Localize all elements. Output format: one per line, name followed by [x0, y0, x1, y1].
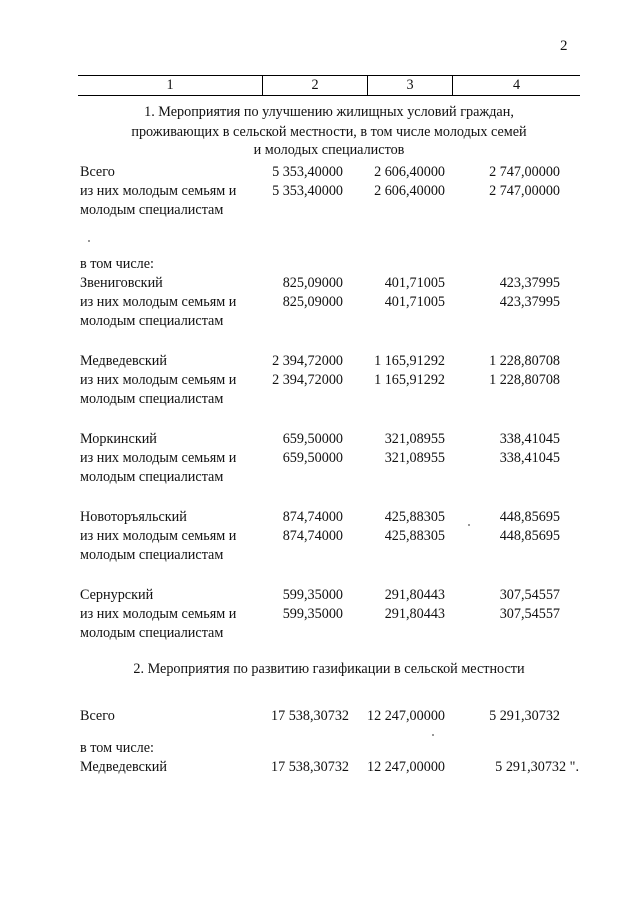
value-col-2: 825,09000 — [282, 294, 343, 310]
value-col-4: 448,85695 — [499, 509, 560, 525]
value-col-3: 291,80443 — [384, 587, 445, 603]
in-total-label: в том числе: — [80, 740, 154, 756]
header-col-1: 1 — [166, 77, 174, 93]
value-col-4: 307,54557 — [499, 606, 560, 622]
header-col-2: 2 — [311, 77, 319, 93]
value-col-3: 2 606,40000 — [374, 183, 445, 199]
page-number: 2 — [560, 38, 568, 54]
value-col-2: 5 353,40000 — [272, 164, 343, 180]
row-sublabel: молодым специалистам — [80, 547, 224, 563]
value-col-4: 2 747,00000 — [489, 183, 560, 199]
value-col-4: 2 747,00000 — [489, 164, 560, 180]
value-col-2: 5 353,40000 — [272, 183, 343, 199]
row-sublabel: из них молодым семьям и — [80, 450, 237, 466]
row-sublabel: из них молодым семьям и — [80, 183, 237, 199]
district-name: Медведевский — [80, 353, 167, 369]
value-col-3: 1 165,91292 — [374, 372, 445, 388]
value-col-3: 1 165,91292 — [374, 353, 445, 369]
section1-title-line: проживающих в сельской местности, в том числе молодых семей — [131, 124, 527, 140]
district-name: Медведевский — [80, 759, 167, 775]
district-name: Звениговский — [80, 275, 163, 291]
value-col-4: 338,41045 — [499, 450, 560, 466]
value-col-3: 12 247,00000 — [366, 708, 445, 724]
value-col-3: 12 247,00000 — [366, 759, 445, 775]
value-col-3: 291,80443 — [384, 606, 445, 622]
row-sublabel: молодым специалистам — [80, 469, 224, 485]
scan-speck — [468, 524, 470, 526]
value-col-2: 659,50000 — [282, 450, 343, 466]
table-header-row — [78, 75, 580, 96]
value-col-2: 599,35000 — [282, 606, 343, 622]
value-col-4: 5 291,30732 ". — [495, 759, 579, 775]
row-sublabel: молодым специалистам — [80, 313, 224, 329]
in-total-label: в том числе: — [80, 256, 154, 272]
value-col-3: 321,08955 — [384, 431, 445, 447]
row-sublabel: из них молодым семьям и — [80, 372, 237, 388]
value-col-4: 5 291,30732 — [489, 708, 560, 724]
row-sublabel: молодым специалистам — [80, 391, 224, 407]
header-col-4: 4 — [512, 77, 521, 93]
value-col-3: 321,08955 — [384, 450, 445, 466]
value-col-4: 423,37995 — [499, 294, 560, 310]
value-col-2: 2 394,72000 — [272, 353, 343, 369]
value-col-4: 1 228,80708 — [489, 372, 560, 388]
value-col-3: 401,71005 — [384, 294, 445, 310]
value-col-3: 425,88305 — [384, 509, 445, 525]
value-col-3: 401,71005 — [384, 275, 445, 291]
value-col-2: 874,74000 — [282, 509, 343, 525]
row-sublabel: из них молодым семьям и — [80, 294, 237, 310]
section1-title-line: 1. Мероприятия по улучшению жилищных условий граждан, — [144, 104, 514, 120]
row-sublabel: из них молодым семьям и — [80, 606, 237, 622]
row-sublabel: из них молодым семьям и — [80, 528, 237, 544]
value-col-4: 448,85695 — [499, 528, 560, 544]
section1-title-line: и молодых специалистов — [253, 142, 405, 158]
scan-speck — [88, 240, 90, 242]
row-label: Всего — [80, 708, 115, 724]
value-col-4: 338,41045 — [499, 431, 560, 447]
value-col-3: 425,88305 — [384, 528, 445, 544]
value-col-2: 659,50000 — [282, 431, 343, 447]
district-name: Сернурский — [80, 587, 154, 603]
district-name: Новоторъяльский — [80, 509, 187, 525]
value-col-2: 17 538,30732 — [270, 759, 349, 775]
scan-speck — [432, 734, 434, 736]
district-name: Моркинский — [80, 431, 157, 447]
section2-title: 2. Мероприятия по развитию газификации в сельской местности — [133, 661, 525, 677]
row-label: Всего — [80, 164, 115, 180]
value-col-4: 307,54557 — [499, 587, 560, 603]
value-col-4: 423,37995 — [499, 275, 560, 291]
value-col-2: 17 538,30732 — [270, 708, 349, 724]
header-col-3: 3 — [406, 77, 414, 93]
row-sublabel: молодым специалистам — [80, 625, 224, 641]
value-col-2: 2 394,72000 — [272, 372, 343, 388]
value-col-4: 1 228,80708 — [489, 353, 560, 369]
value-col-2: 825,09000 — [282, 275, 343, 291]
value-col-2: 874,74000 — [282, 528, 343, 544]
value-col-3: 2 606,40000 — [374, 164, 445, 180]
value-col-2: 599,35000 — [282, 587, 343, 603]
row-sublabel: молодым специалистам — [80, 202, 224, 218]
